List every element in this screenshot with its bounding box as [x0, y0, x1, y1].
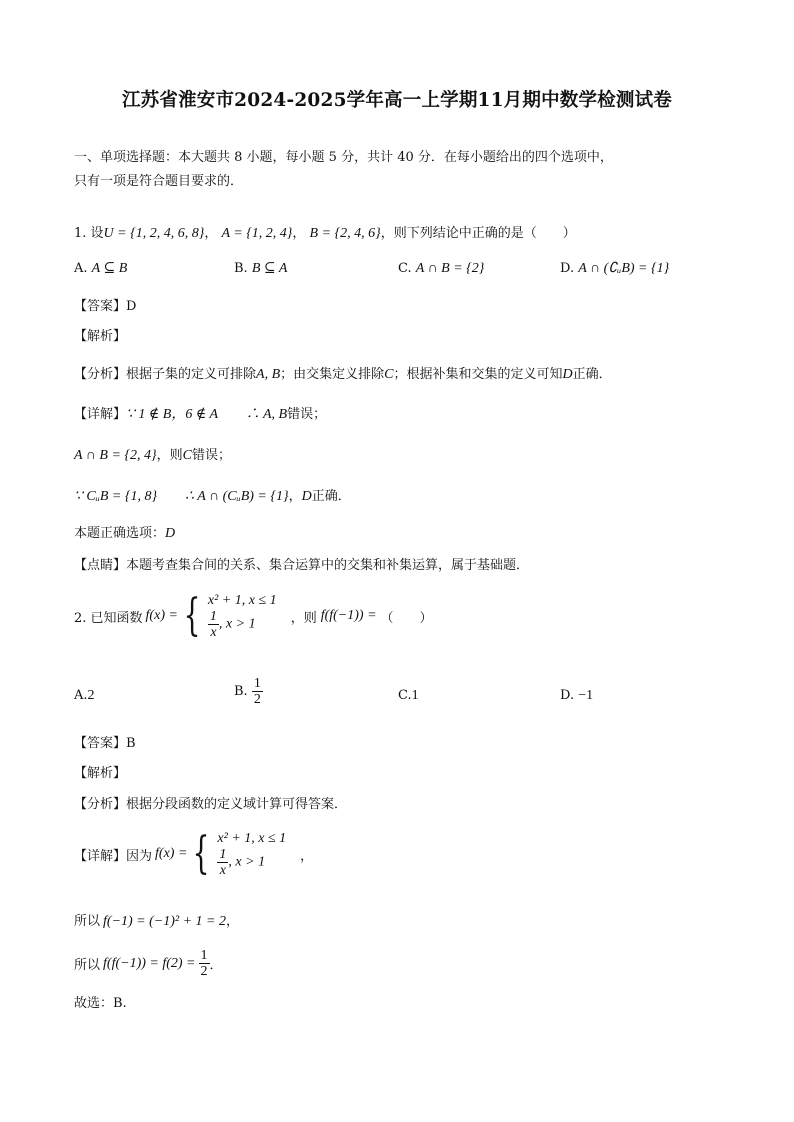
q1-option-d[interactable] [560, 259, 669, 279]
detail-math: ∵ CᵤB = {1, 8} ∴ A ∩ (CᵤB) = {1} [74, 489, 289, 504]
option-expr: B ⊆ A [251, 261, 288, 276]
brace-glyph: { [183, 590, 201, 641]
comment-label: 【点睛】 [74, 558, 127, 573]
option-expr: A ∩ B = {2} [415, 261, 485, 276]
q2-prefix: 2. 已知函数 [74, 610, 143, 626]
q2-detail [74, 830, 734, 878]
detail-math: C [182, 448, 192, 463]
q2-detail-cases [217, 830, 286, 878]
option-expr: 1 [411, 688, 419, 703]
q1-answer: 【答案】D [74, 299, 137, 314]
step-math: f(−1) = (−1)² + 1 = 2 [103, 914, 226, 929]
q2-step-2 [74, 948, 734, 979]
detail-text: ， [288, 489, 302, 504]
detail-text: 错误； [191, 448, 231, 463]
page-title: 江苏省淮安市2024-2025学年高一上学期11月期中数学检测试卷 [121, 90, 672, 111]
option-label: B. [234, 261, 248, 276]
option-expr: A ⊆ B [91, 261, 128, 276]
q2-jiexi: 【解析】 [74, 766, 127, 781]
detail-text: 正确． [311, 489, 351, 504]
analysis-text: 根据分段函数的定义域计算可得答案． [126, 797, 348, 812]
detail-label: 【详解】 [74, 848, 127, 864]
q1-option-b[interactable] [234, 259, 287, 279]
q1-detail-line-3 [74, 487, 734, 507]
q2-option-b[interactable] [234, 676, 263, 707]
frac-numerator: 1 [253, 676, 261, 691]
analysis-text: 根据子集的定义可排除 [126, 367, 257, 382]
q1-set-b: B = {2, 4, 6} [309, 226, 381, 241]
step-text: 所以 [74, 914, 101, 929]
detail-text: 因为 [126, 848, 153, 864]
q1-detail-line-2 [74, 446, 734, 466]
q2-option-c[interactable] [398, 686, 419, 706]
step-math: f(f(−1)) = f(2) = [103, 955, 196, 971]
step-text: ． [209, 958, 223, 973]
section-line-1: 一、单项选择题：本大题共 8 小题，每小题 5 分，共计 40 分．在每小题给出的四个选项中， [74, 150, 613, 165]
detail-math: D [301, 489, 312, 504]
q2-choice: 故选：B. [74, 996, 127, 1011]
option-label: C. [398, 688, 412, 703]
q2-suffix-paren: （ ） [380, 610, 433, 626]
analysis-math: D [562, 367, 573, 382]
analysis-text: 正确． [572, 367, 612, 382]
option-expr: −1 [578, 688, 594, 703]
q2-analysis [74, 795, 734, 815]
analysis-math: C [384, 367, 394, 382]
section-instructions [74, 148, 734, 192]
option-label: C. [398, 261, 412, 276]
q2-option-d[interactable] [560, 686, 593, 706]
q2-step-1 [74, 912, 734, 932]
option-label: B. [234, 684, 248, 699]
q1-jiexi: 【解析】 [74, 329, 127, 344]
option-label: A. [74, 261, 88, 276]
detail-fx: f(x) = [155, 846, 188, 861]
frac-denominator: x [219, 863, 227, 878]
q2-option-a[interactable] [74, 686, 95, 706]
step-text: 所以 [74, 958, 101, 973]
q1-comment [74, 556, 734, 576]
q2-case-1: x² + 1, x ≤ 1 [207, 593, 277, 608]
q2-fx: f(x) = [145, 608, 178, 623]
option-label: D. [560, 261, 575, 276]
frac-numerator: 1 [200, 948, 208, 963]
q2-case-2 [208, 609, 277, 640]
q2-suffix: ，则 [290, 610, 317, 626]
q1-set-u: U = {1, 2, 4, 6, 8} [103, 226, 205, 241]
detail-math: ∵ 1 ∉ B，6 ∉ A ∴ A, B [126, 407, 288, 422]
brace-glyph: { [193, 828, 210, 879]
q2-cases [208, 592, 277, 640]
detail-case-2 [217, 847, 286, 878]
option-expr: A ∩ (∁ᵤB) = {1} [578, 261, 670, 276]
q1-detail-line-1 [74, 405, 734, 425]
detail-case-1: x² + 1, x ≤ 1 [217, 831, 287, 846]
section-line-2: 只有一项是符合题目要求的． [74, 174, 244, 189]
option-expr: 2 [87, 688, 95, 703]
detail-case-2-tail: , x > 1 [228, 854, 266, 870]
q2-answer: 【答案】B [74, 736, 136, 751]
step-text: ， [226, 914, 240, 929]
q1-correct [74, 524, 734, 544]
q1-suffix: ，则下列结论中正确的是（ ） [380, 226, 576, 241]
detail-text: 错误； [287, 407, 327, 422]
q2-suffix-math: f(f(−1)) = [320, 608, 377, 623]
detail-text: ，则 [156, 448, 183, 463]
analysis-text: ；由交集定义排除 [280, 367, 385, 382]
analysis-label: 【分析】 [74, 797, 127, 812]
q2-case-2-tail: , x > 1 [218, 616, 256, 632]
q1-prefix: 1. 设 [74, 226, 104, 241]
option-label: D. [560, 688, 575, 703]
frac-denominator: 2 [253, 692, 261, 707]
q1-option-c[interactable] [398, 259, 484, 279]
frac-denominator: x [210, 625, 217, 640]
analysis-math: A, B [256, 367, 281, 382]
frac-numerator: 1 [209, 609, 217, 624]
frac-denominator: 2 [200, 964, 208, 979]
q1-option-a[interactable] [74, 259, 127, 279]
q1-set-a: A = {1, 2, 4} [221, 226, 293, 241]
q1-stem: 1. 设U = {1, 2, 4, 6, 8}， A = {1, 2, 4}， B = {2, 4, 6}，则下列结论中正确的是（ ） [74, 226, 576, 241]
analysis-text: ；根据补集和交集的定义可知 [393, 367, 563, 382]
correct-text: 本题正确选项： [74, 526, 166, 541]
detail-math: A ∩ B = {2, 4} [74, 448, 157, 463]
q2-options [74, 676, 734, 720]
comment-text: 本题考查集合间的关系、集合运算中的交集和补集运算，属于基础题． [126, 558, 530, 573]
q2-stem [74, 592, 734, 640]
frac-numerator: 1 [219, 847, 227, 862]
detail-label: 【详解】 [74, 407, 127, 422]
correct-math: D [165, 526, 176, 541]
q1-analysis [74, 365, 734, 385]
option-label: A. [74, 688, 88, 703]
q1-options [74, 259, 734, 281]
detail-text: ， [300, 848, 314, 864]
analysis-label: 【分析】 [74, 367, 127, 382]
